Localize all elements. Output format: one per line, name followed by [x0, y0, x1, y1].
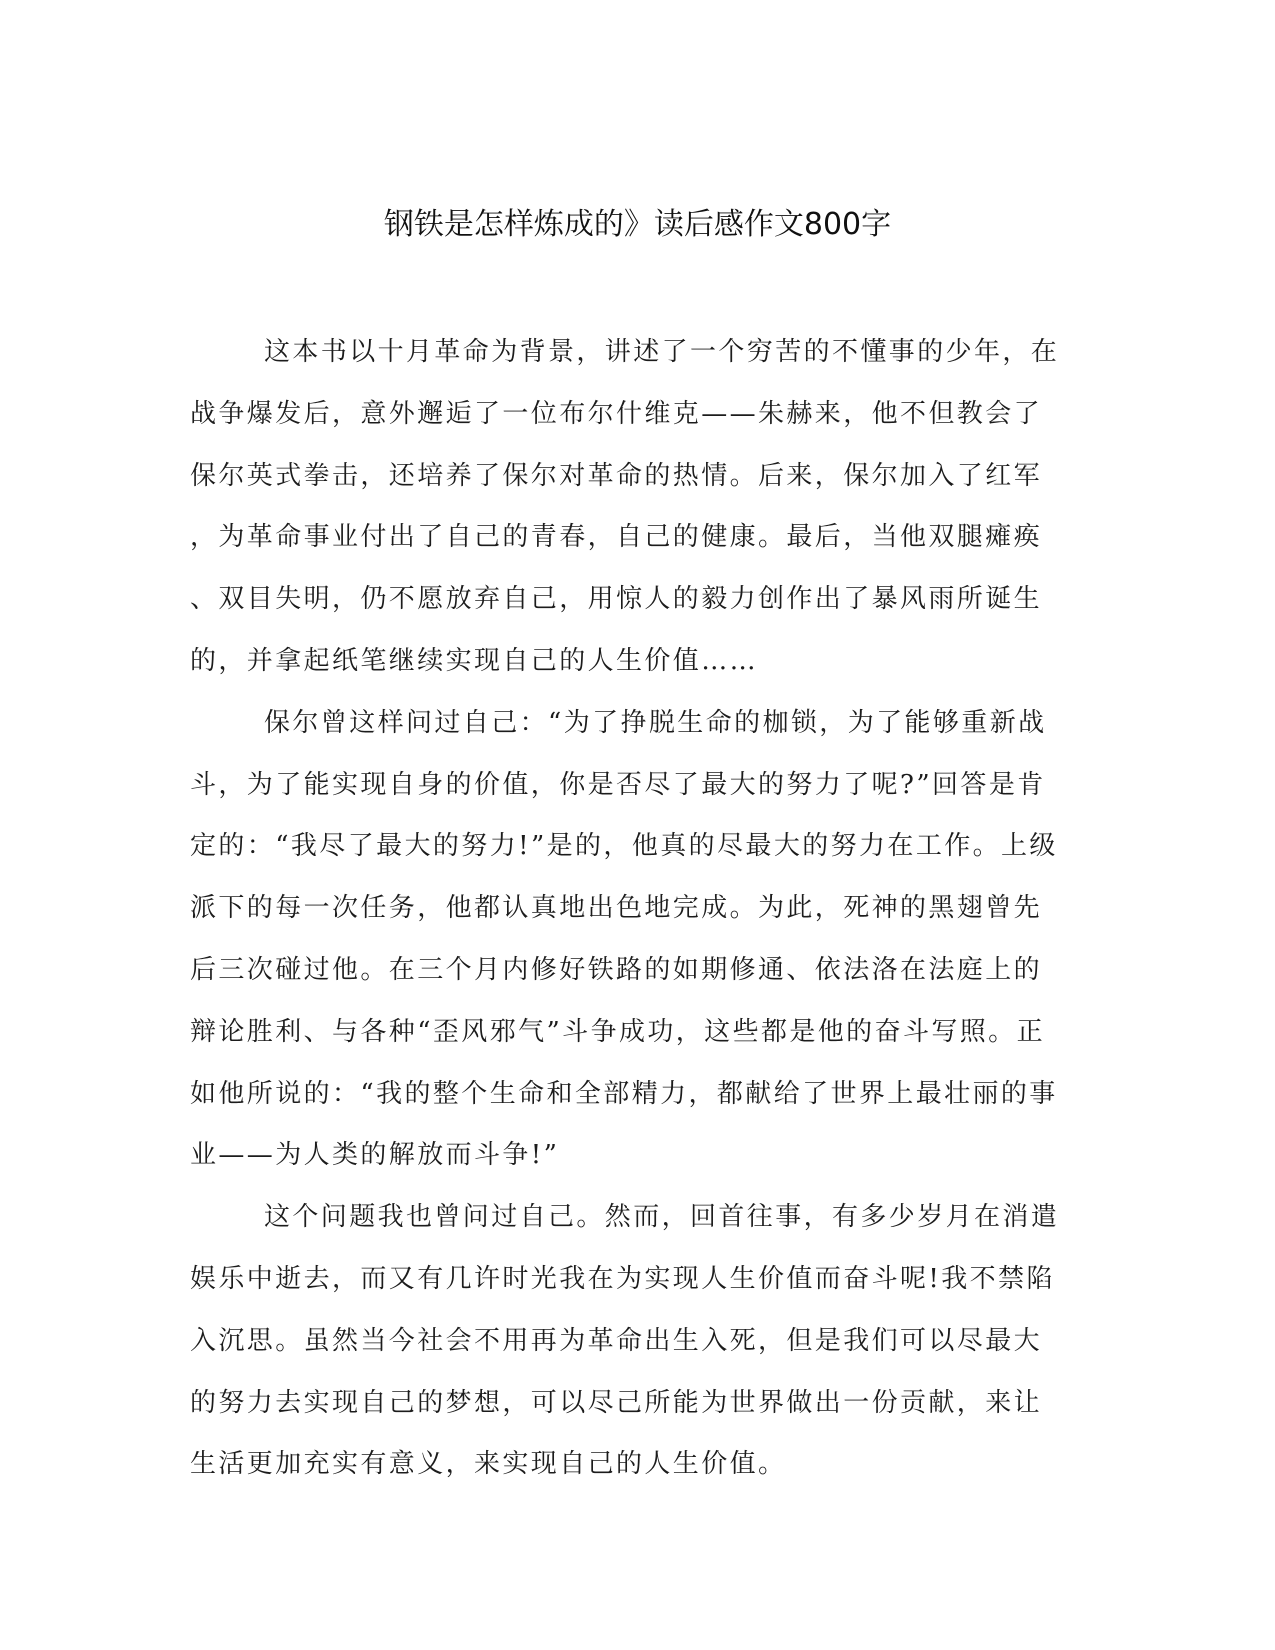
paragraph-1-line-3: 保尔英式拳击，还培养了保尔对革命的热情。后来，保尔加入了红军 — [190, 460, 1043, 491]
paragraph-3-line-3: 入沉思。虽然当今社会不用再为革命出生入死，但是我们可以尽最大 — [190, 1325, 1043, 1356]
document-body — [190, 332, 1070, 1506]
document-title: 钢铁是怎样炼成的》读后感作文800字 — [383, 207, 892, 242]
paragraph-1-line-2: 战争爆发后，意外邂逅了一位布尔什维克——朱赫来，他不但教会了 — [190, 398, 1043, 429]
paragraph-2-line-8: 业——为人类的解放而斗争!” — [190, 1140, 560, 1171]
paragraph-1-line-6: 的，并拿起纸笔继续实现自己的人生价值…… — [190, 645, 759, 676]
paragraph-2-line-2: 斗，为了能实现自身的价值，你是否尽了最大的努力了呢?”回答是肯 — [190, 769, 1046, 800]
paragraph-2-line-3: 定的：“我尽了最大的努力!”是的，他真的尽最大的努力在工作。上级 — [190, 831, 1058, 862]
paragraph-2-line-7: 如他所说的：“我的整个生命和全部精力，都献给了世界上最壮丽的事 — [190, 1078, 1058, 1109]
paragraph-1-line-1: 这本书以十月革命为背景，讲述了一个穷苦的不懂事的少年，在 — [264, 337, 1060, 367]
paragraph-2-line-1: 保尔曾这样问过自己：“为了挣脱生命的枷锁，为了能够重新战 — [264, 707, 1047, 738]
paragraph-3-line-2: 娱乐中逝去，而又有几许时光我在为实现人生价值而奋斗呢!我不禁陷 — [190, 1263, 1055, 1294]
paragraph-2-line-5: 后三次碰过他。在三个月内修好铁路的如期修通、依法洛在法庭上的 — [190, 954, 1043, 985]
paragraph-3-line-1: 这个问题我也曾问过自己。然而，回首往事，有多少岁月在消遣 — [264, 1202, 1060, 1233]
paragraph-1-line-4: ，为革命事业付出了自己的青春，自己的健康。最后，当他双腿瘫痪 — [190, 522, 1043, 553]
paragraph-1-line-5: 、双目失明，仍不愿放弃自己，用惊人的毅力创作出了暴风雨所诞生 — [190, 584, 1043, 615]
paragraph-3-line-5: 生活更加充实有意义，来实现自己的人生价值。 — [190, 1449, 787, 1480]
paragraph-3-line-4: 的努力去实现自己的梦想，可以尽己所能为世界做出一份贡献，来让 — [190, 1387, 1043, 1418]
paragraph-2-line-4: 派下的每一次任务，他都认真地出色地完成。为此，死神的黑翅曾先 — [190, 893, 1043, 924]
paragraph-2-line-6: 辩论胜利、与各种“歪风邪气”斗争成功，这些都是他的奋斗写照。正 — [190, 1016, 1045, 1047]
